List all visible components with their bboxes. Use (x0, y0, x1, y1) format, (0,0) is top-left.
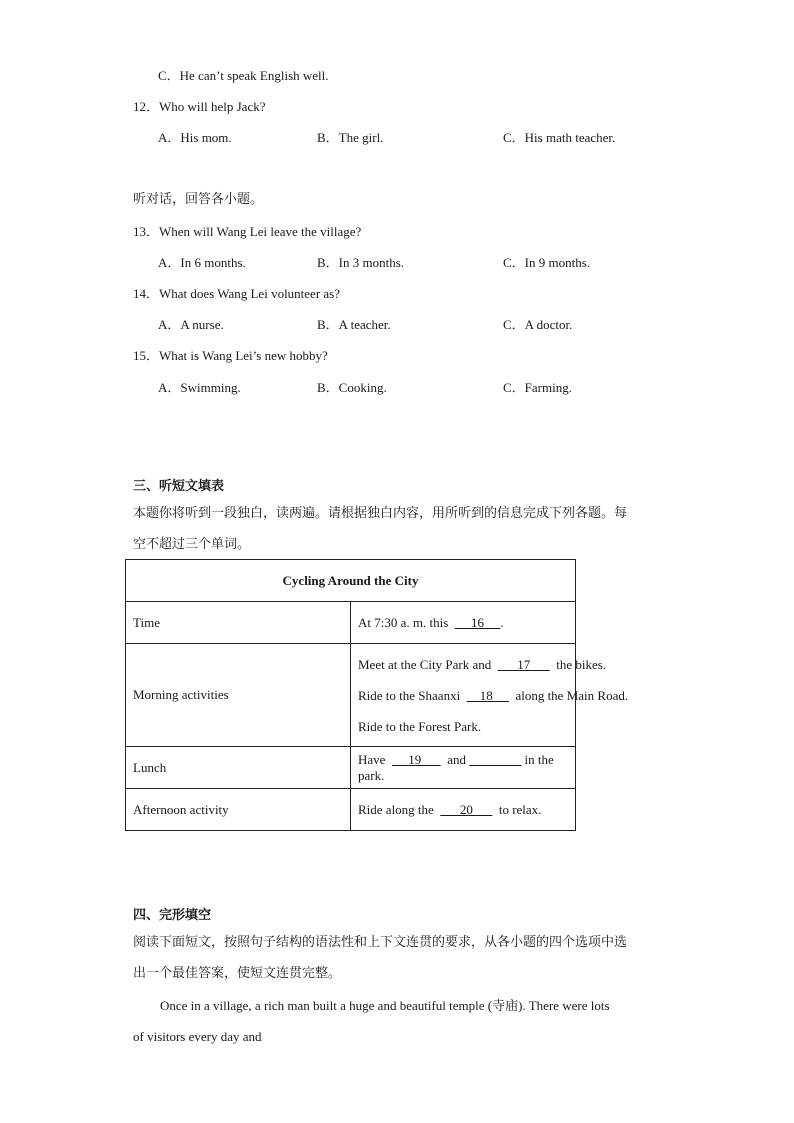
time-cell (351, 602, 576, 644)
morning-2-text-end: along the Main Road. (515, 687, 629, 703)
blank-20[interactable]: 20 (440, 801, 493, 817)
passage-line-2: of visitors every day and (133, 1029, 262, 1044)
q11-option-c: C．He can’t speak English well. (158, 68, 329, 83)
morning-line-1 (358, 649, 607, 680)
q13-option-b: B．In 3 months. (317, 255, 405, 270)
morning-1-text-end: the bikes. (556, 656, 607, 672)
table-title: Cycling Around the City (126, 560, 576, 602)
section4-instructions-line1: 阅读下面短文，按照句子结构的语法性和上下文连贯的要求，从各小题的四个选项中选 (133, 935, 628, 950)
afternoon-text: Ride along the (358, 801, 434, 817)
q14-option-c: C．A doctor. (503, 317, 573, 332)
q15-option-a: A．Swimming. (158, 380, 241, 395)
passage-line-1: Once in a village, a rich man built a huge and beautiful temple (寺庙). There were lots (160, 998, 610, 1013)
dialog-intro: 听对话，回答各小题。 (133, 192, 264, 207)
section4-heading: 四、完形填空 (133, 908, 212, 923)
section3-instructions-line1: 本题你将听到一段独白，读两遍。请根据独白内容，用所听到的信息完成下列各题。每 (133, 506, 628, 521)
lunch-text-end: in the park. (358, 751, 554, 783)
q13-option-a: A．In 6 months. (158, 255, 246, 270)
morning-cell (351, 644, 629, 747)
time-text-end: . (500, 614, 504, 630)
lunch-text-mid: and (447, 751, 466, 767)
q14-option-a: A．A nurse. (158, 317, 224, 332)
time-text: At 7:30 a. m. this (358, 614, 449, 630)
table-row-lunch (126, 747, 576, 789)
blank-19b[interactable] (469, 752, 521, 767)
q13-question: 13．When will Wang Lei leave the village? (133, 224, 362, 239)
blank-17[interactable]: 17 (497, 656, 550, 672)
section3-heading: 三、听短文填表 (133, 479, 225, 494)
q15-question: 15．What is Wang Lei’s new hobby? (133, 348, 328, 363)
table-row-time (126, 602, 576, 644)
q14-option-b: B．A teacher. (317, 317, 391, 332)
section4-instructions-line2: 出一个最佳答案，使短文连贯完整。 (133, 966, 342, 981)
morning-1-text: Meet at the City Park and (358, 656, 492, 672)
q12-question: 12．Who will help Jack? (133, 99, 266, 114)
lunch-text: Have (358, 751, 386, 767)
time-label: Time (126, 602, 351, 644)
afternoon-text-end: to relax. (498, 801, 542, 817)
blank-19[interactable]: 19 (391, 751, 441, 767)
lunch-cell (351, 747, 576, 789)
lunch-label: Lunch (126, 747, 351, 789)
q15-option-b: B．Cooking. (317, 380, 387, 395)
cycling-table (125, 559, 629, 831)
morning-label: Morning activities (126, 644, 351, 747)
afternoon-label: Afternoon activity (126, 789, 351, 831)
blank-16[interactable]: 16 (454, 614, 501, 630)
q14-question: 14．What does Wang Lei volunteer as? (133, 286, 341, 301)
q12-option-b: B．The girl. (317, 130, 384, 145)
blank-18[interactable]: 18 (466, 687, 509, 703)
morning-line-3: Ride to the Forest Park. (358, 718, 482, 734)
q15-option-c: C．Farming. (503, 380, 572, 395)
q13-option-c: C．In 9 months. (503, 255, 591, 270)
q12-option-c: C．His math teacher. (503, 130, 616, 145)
afternoon-cell (351, 789, 576, 831)
section3-instructions-line2: 空不超过三个单词。 (133, 537, 251, 552)
table-row-morning (126, 644, 576, 747)
q12-option-a: A．His mom. (158, 130, 232, 145)
morning-2-text: Ride to the Shaanxi (358, 687, 461, 703)
table-row-afternoon (126, 789, 576, 831)
morning-line-2 (358, 680, 629, 711)
